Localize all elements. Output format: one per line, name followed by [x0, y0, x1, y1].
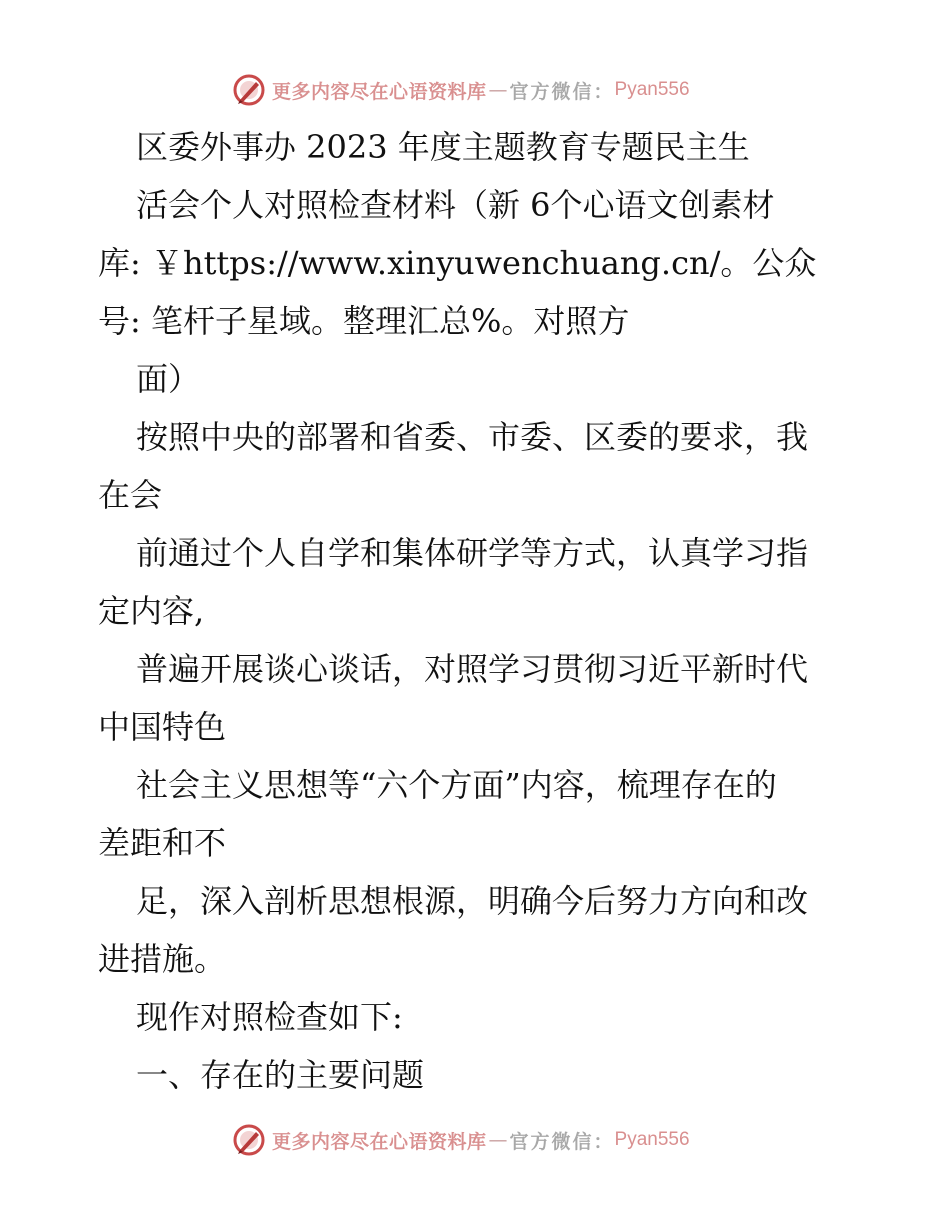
paragraph-line: 按照中央的部署和省委、市委、区委的要求，我	[136, 418, 809, 456]
paragraph-line: 差距和不	[98, 824, 227, 862]
paragraph-line: 现作对照检查如下:	[136, 998, 403, 1036]
watermark-official-label: 官方微信：	[509, 80, 615, 103]
paragraph-line: 中国特色	[98, 708, 227, 746]
watermark-account-id: Pyan556	[614, 79, 690, 100]
paragraph-line: 普遍开展谈心谈话，对照学习贯彻习近平新时代	[136, 650, 809, 688]
title-line-3: 库: ￥https://www.xinyuwenchuang.cn/。公众	[98, 244, 817, 282]
paragraph-line: 社会主义思想等“六个方面”内容，梳理存在的	[136, 766, 777, 804]
watermark-official-label: 官方微信：	[509, 1130, 615, 1153]
watermark-dash: —	[488, 1129, 508, 1151]
paragraph-line: 在会	[98, 476, 163, 514]
title-line-4: 号: 笔杆子星域。整理汇总%。对照方	[98, 302, 630, 340]
watermark-dash: —	[488, 79, 508, 101]
paragraph-line: 前通过个人自学和集体研学等方式，认真学习指	[136, 534, 809, 572]
pen-in-circle-icon	[232, 1123, 266, 1157]
paragraph-line: 进措施。	[98, 940, 227, 978]
watermark-text: 更多内容尽在心语资料库	[272, 80, 487, 103]
paragraph-line: 足，深入剖析思想根源，明确今后努力方向和改	[136, 882, 809, 920]
section-heading: 一、存在的主要问题	[136, 1056, 425, 1094]
watermark-text: 更多内容尽在心语资料库	[272, 1130, 487, 1153]
title-line-2: 活会个人对照检查材料（新 6个心语文创素材	[136, 186, 775, 224]
paragraph-line: 定内容,	[98, 592, 205, 630]
document-body	[98, 118, 858, 1104]
title-line-1: 区委外事办 2023 年度主题教育专题民主生	[136, 128, 750, 166]
header-watermark	[232, 72, 690, 108]
watermark-account-id: Pyan556	[614, 1129, 690, 1150]
title-line-5: 面）	[136, 360, 201, 398]
pen-in-circle-icon	[232, 73, 266, 107]
footer-watermark	[232, 1122, 690, 1158]
